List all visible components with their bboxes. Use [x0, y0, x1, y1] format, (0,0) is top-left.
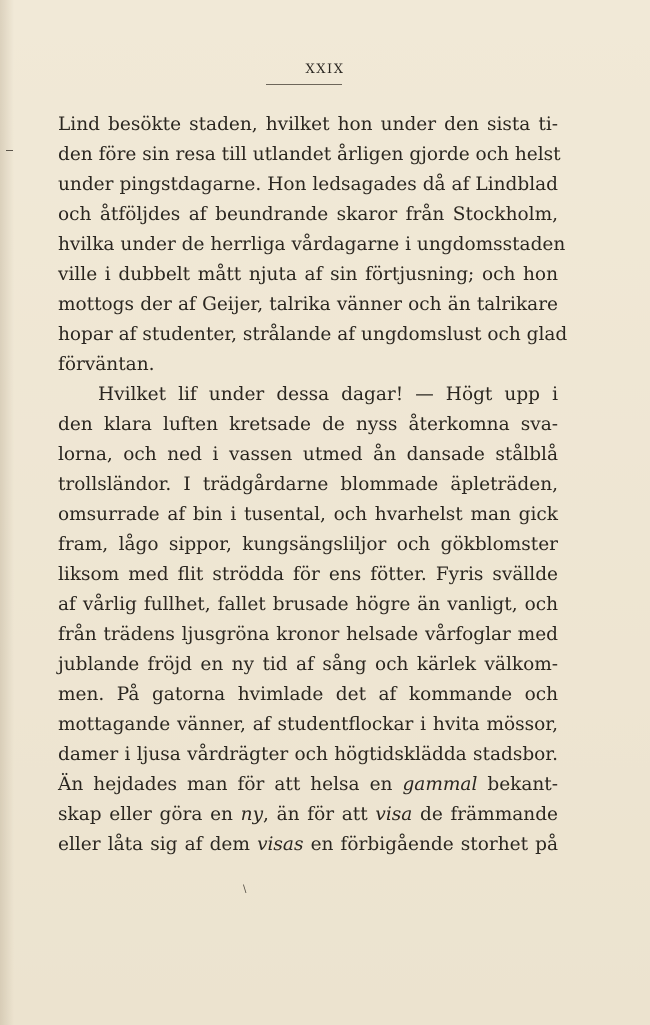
- italic-word: ny: [240, 804, 264, 825]
- text-line: och åtföljdes af beundrande skaror från Stockholm,: [58, 204, 558, 225]
- text-line: men. På gatorna hvimlade det af kommande och: [58, 684, 558, 705]
- text-line: mottogs der af Geijer, talrika vänner och än talrikare: [58, 294, 558, 315]
- text-line: omsurrade af bin i tusental, och hvarhelst man gick: [58, 504, 558, 525]
- text-line: eller låta sig af dem visas en förbigående storhet på: [58, 834, 558, 855]
- text-line: Hvilket lif under dessa dagar! — Högt upp i: [98, 384, 558, 405]
- text-line: från trädens ljusgröna kronor helsade vårfoglar med: [58, 624, 558, 645]
- text-line: mottagande vänner, af studentflockar i hvita mössor,: [58, 714, 558, 735]
- text-line: den klara luften kretsade de nyss återkomna sva-: [58, 414, 558, 435]
- text-line: fram, lågo sippor, kungsängsliljor och gökblomster: [58, 534, 558, 555]
- italic-word: gammal: [402, 774, 478, 795]
- text-line: under pingstdagarne. Hon ledsagades då af Lindblad: [58, 174, 558, 195]
- margin-mark: [6, 150, 13, 151]
- text-line: hopar af studenter, strålande af ungdomslust och glad: [58, 324, 568, 345]
- text-line: förväntan.: [58, 354, 155, 375]
- text-line: ville i dubbelt mått njuta af sin förtjusning; och hon: [58, 264, 558, 285]
- text-line: Än hejdades man för att helsa en gammal bekant-: [58, 774, 558, 795]
- text-line: Lind besökte staden, hvilket hon under den sista ti-: [58, 114, 558, 135]
- text-line: jublande fröjd en ny tid af sång och kärlek välkom-: [58, 654, 558, 675]
- spine-shadow: [0, 0, 14, 1025]
- italic-word: visa: [375, 804, 413, 825]
- text-line: hvilka under de herrliga vårdagarne i ungdomsstaden: [58, 234, 566, 255]
- text-line: trollsländor. I trädgårdarne blommade äpleträden,: [58, 474, 558, 495]
- body-text: [58, 110, 568, 860]
- text-line: lorna, och ned i vassen utmed ån dansade stålblå: [58, 444, 558, 465]
- text-line: damer i ljusa vårdrägter och högtidsklädda stadsbor.: [58, 744, 558, 765]
- text-line: liksom med flit strödda för ens fötter. Fyris svällde: [58, 564, 558, 585]
- page-number-header: XXIX: [305, 62, 345, 77]
- italic-word: visas: [257, 834, 304, 855]
- stray-ink-mark: \: [243, 884, 247, 895]
- text-line: af vårlig fullhet, fallet brusade högre än vanligt, och: [58, 594, 558, 615]
- header-rule: [266, 84, 342, 85]
- text-line: skap eller göra en ny, än för att visa de främmande: [58, 804, 559, 825]
- text-line: den före sin resa till utlandet årligen gjorde och helst: [58, 144, 561, 165]
